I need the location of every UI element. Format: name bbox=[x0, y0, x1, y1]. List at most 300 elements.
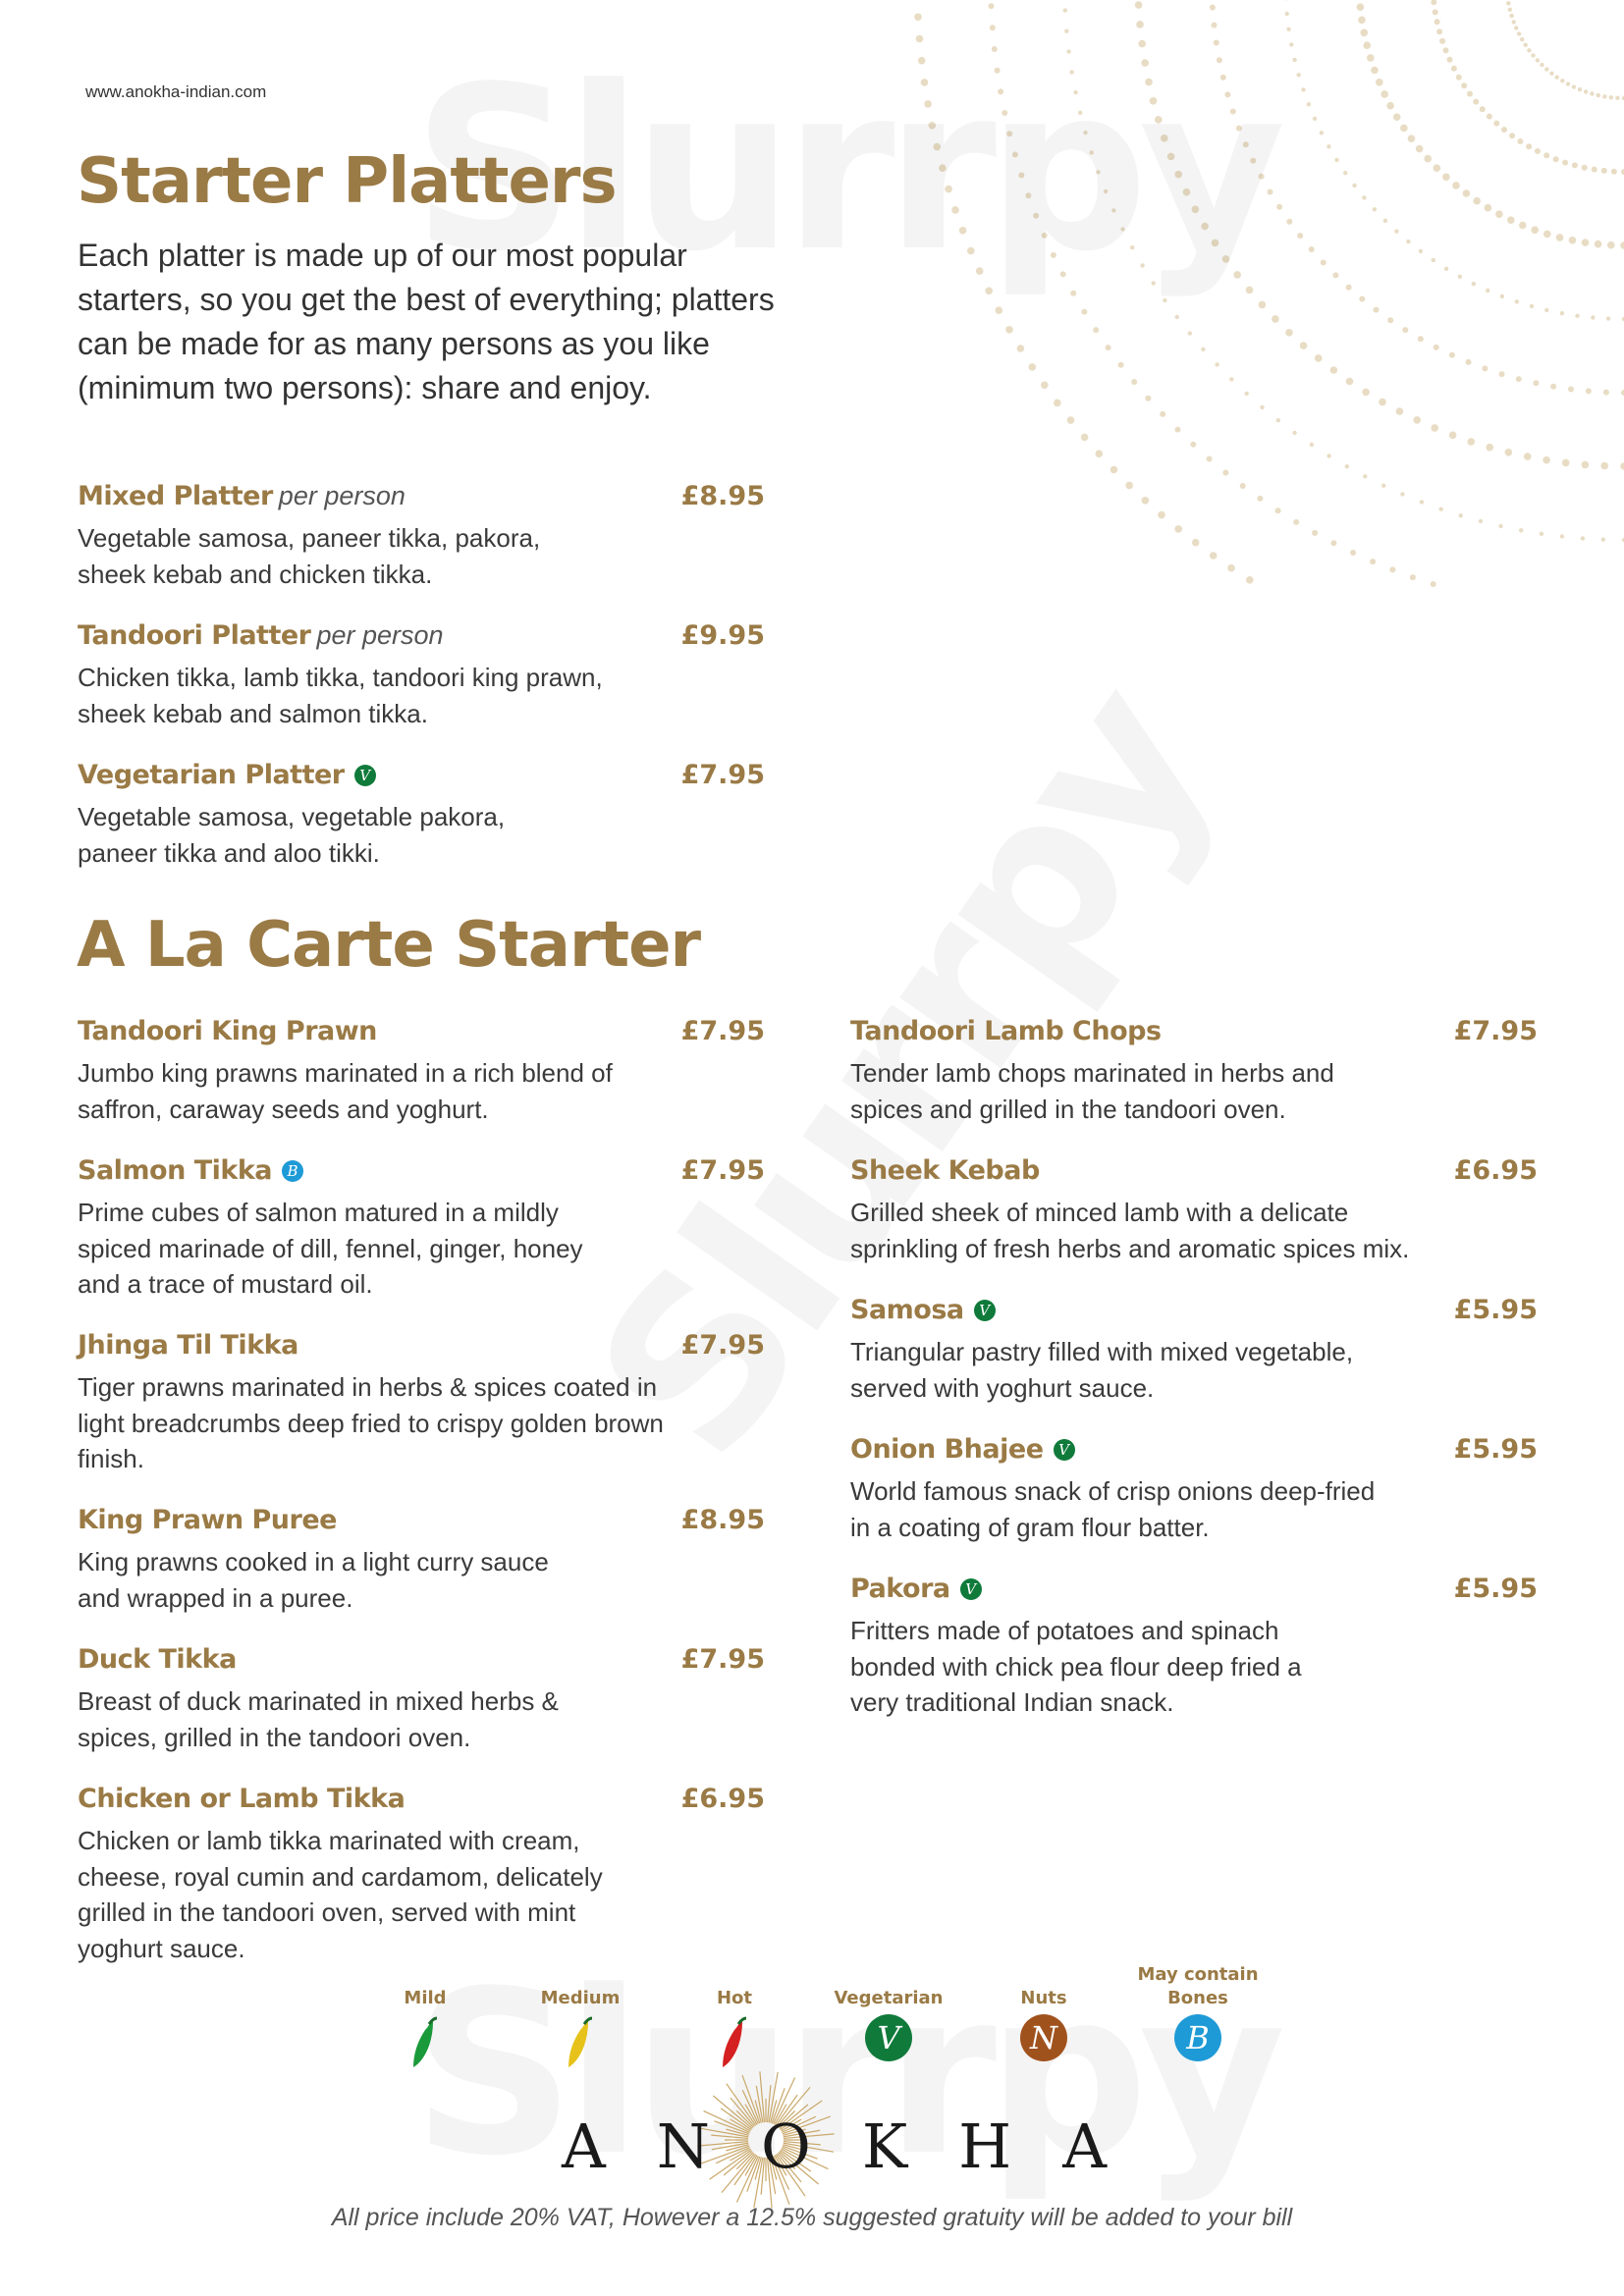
decorative-dot bbox=[1174, 525, 1182, 533]
chili-icon bbox=[406, 2014, 445, 2073]
section-intro: Each platter is made up of our most popular starters, so you get the best of everything; platters can be made for as many persons as you like (minimum two persons): share and enjoy. bbox=[78, 238, 775, 405]
item-price: £6.95 bbox=[680, 1784, 765, 1814]
decorative-dot bbox=[1549, 72, 1553, 76]
item-name: Duck Tikka bbox=[78, 1644, 237, 1675]
decorative-dot bbox=[1562, 459, 1570, 467]
decorative-dot bbox=[1286, 27, 1290, 31]
decorative-dot bbox=[1125, 482, 1133, 490]
decorative-dot bbox=[1436, 28, 1442, 34]
decorative-dot bbox=[1449, 352, 1455, 358]
decorative-dot bbox=[1582, 461, 1590, 469]
decorative-dot bbox=[1330, 540, 1336, 546]
decorative-dot bbox=[1394, 230, 1398, 234]
nuts-icon: N bbox=[1020, 2014, 1067, 2061]
menu-item bbox=[850, 1434, 1538, 1545]
decorative-dot bbox=[1005, 326, 1013, 334]
decorative-dot bbox=[1435, 19, 1440, 25]
decorative-dot bbox=[1081, 434, 1089, 442]
menu-item bbox=[850, 1295, 1538, 1406]
item-name: Tandoori King Prawn bbox=[78, 1016, 377, 1046]
decorative-dot bbox=[1459, 513, 1463, 517]
decorative-dot bbox=[996, 306, 1003, 314]
decorative-dot bbox=[1444, 267, 1448, 271]
decorative-dot bbox=[1313, 117, 1317, 121]
item-price: £5.95 bbox=[1453, 1574, 1538, 1604]
decorative-dot bbox=[1260, 405, 1264, 409]
item-price: £9.95 bbox=[680, 620, 765, 651]
decorative-dot bbox=[1383, 219, 1387, 223]
decorative-dot bbox=[1530, 304, 1534, 308]
decorative-dot bbox=[1597, 93, 1600, 97]
decorative-dot bbox=[1420, 500, 1424, 504]
decorative-dot bbox=[1408, 134, 1416, 142]
decorative-dot bbox=[1389, 566, 1395, 572]
decorative-dot bbox=[1468, 438, 1476, 446]
legend-label: Nuts bbox=[1020, 1988, 1067, 2008]
decorative-dot bbox=[1326, 454, 1330, 457]
decorative-dot bbox=[1297, 233, 1303, 239]
decorative-dot bbox=[1485, 204, 1492, 212]
decorative-dot bbox=[1312, 530, 1318, 536]
website-url[interactable]: www.anokha-indian.com bbox=[85, 82, 267, 101]
decorative-dot bbox=[1381, 484, 1385, 488]
decorative-dot bbox=[1543, 231, 1551, 239]
item-name: Tandoori Lamb Chops bbox=[850, 1016, 1162, 1046]
decorative-dot bbox=[1400, 492, 1404, 496]
decorative-dot bbox=[1519, 528, 1523, 532]
decorative-dot bbox=[1359, 296, 1365, 302]
decorative-dot bbox=[1434, 164, 1441, 172]
decorative-dot bbox=[1487, 114, 1492, 120]
decorative-dot bbox=[1517, 31, 1521, 35]
decorative-dot bbox=[1396, 407, 1404, 415]
legend-label: Hot bbox=[716, 1988, 753, 2008]
decorative-dot bbox=[1550, 384, 1556, 390]
decorative-dot bbox=[1142, 497, 1150, 505]
vegetarian-icon: V bbox=[974, 1300, 996, 1321]
legend-nuts bbox=[975, 1963, 1112, 2061]
decorative-dot bbox=[1493, 121, 1499, 127]
decorative-dot bbox=[1590, 91, 1594, 95]
decorative-dot bbox=[1307, 102, 1311, 106]
decorative-dot bbox=[1572, 84, 1576, 88]
decorative-dot bbox=[1582, 239, 1590, 246]
decorative-dot bbox=[1591, 315, 1595, 319]
decorative-dot bbox=[1463, 189, 1471, 197]
decorative-dot bbox=[1466, 359, 1472, 365]
decorative-dot bbox=[1160, 411, 1165, 417]
decorative-dot bbox=[1424, 155, 1432, 163]
decorative-dot bbox=[1212, 23, 1218, 28]
decorative-dot bbox=[1175, 315, 1179, 319]
decorative-dot bbox=[1526, 143, 1532, 149]
decorative-dot bbox=[1257, 496, 1263, 502]
decorative-dot bbox=[1449, 432, 1457, 440]
decorative-dot bbox=[1276, 204, 1282, 210]
decorative-dot bbox=[1509, 14, 1513, 18]
decorative-dot bbox=[1222, 470, 1228, 476]
decorative-dot bbox=[1556, 234, 1564, 241]
decorative-dot bbox=[1400, 125, 1408, 133]
decorative-dot bbox=[1586, 388, 1592, 394]
decorative-dot bbox=[1402, 327, 1408, 333]
decorative-dot bbox=[1517, 138, 1523, 144]
decorative-dot bbox=[1229, 377, 1233, 381]
item-price: £5.95 bbox=[1453, 1434, 1538, 1465]
decorative-dot bbox=[1320, 131, 1324, 134]
decorative-dot bbox=[1620, 241, 1624, 249]
decorative-dot bbox=[1136, 21, 1144, 28]
item-description: Vegetable samosa, paneer tikka, pakora, sheek kebab and chicken tikka. bbox=[78, 523, 541, 589]
decorative-dot bbox=[1357, 3, 1365, 11]
decorative-dot bbox=[1276, 418, 1280, 422]
item-description: Chicken tikka, lamb tikka, tandoori king prawn, sheek kebab and salmon tikka. bbox=[78, 663, 603, 728]
decorative-dot bbox=[1376, 79, 1383, 86]
decorative-dot bbox=[1473, 197, 1481, 205]
item-price: £7.95 bbox=[680, 760, 765, 790]
decorative-dot bbox=[1416, 145, 1424, 153]
decorative-dot bbox=[914, 13, 922, 21]
decorative-dot bbox=[1473, 99, 1479, 105]
decorative-dot bbox=[1544, 67, 1548, 71]
menu-item bbox=[78, 1016, 765, 1127]
decorative-dot bbox=[1582, 165, 1588, 171]
decorative-dot bbox=[1118, 362, 1124, 368]
decorative-dot bbox=[1562, 160, 1568, 166]
decorative-dot bbox=[1507, 216, 1515, 224]
decorative-dot bbox=[1531, 227, 1539, 235]
decorative-dot bbox=[1393, 113, 1401, 121]
decorative-dot bbox=[1297, 73, 1301, 77]
decorative-dot bbox=[1572, 162, 1578, 168]
decorative-dot bbox=[1480, 106, 1486, 112]
item-price: £7.95 bbox=[680, 1155, 765, 1186]
decorative-dot bbox=[1286, 219, 1292, 225]
decorative-dot bbox=[1330, 366, 1338, 374]
item-note: per person bbox=[316, 620, 444, 650]
decorative-dot bbox=[1373, 207, 1377, 211]
menu-item bbox=[850, 1155, 1538, 1266]
decorative-dot bbox=[1367, 54, 1375, 62]
decorative-dot bbox=[1259, 301, 1267, 309]
item-price: £7.95 bbox=[1453, 1016, 1538, 1046]
decorative-dot bbox=[1601, 537, 1605, 541]
decorative-dot bbox=[1553, 156, 1559, 162]
decorative-dot bbox=[1362, 389, 1370, 397]
decorative-dot bbox=[1499, 371, 1505, 377]
legend-vegetarian bbox=[820, 1963, 957, 2061]
decorative-dot bbox=[1201, 347, 1205, 351]
decorative-dot bbox=[1584, 89, 1588, 93]
menu-item bbox=[850, 1016, 1538, 1127]
decorative-dot bbox=[1292, 58, 1296, 62]
section-title-starter-platters: Starter Platters bbox=[77, 145, 617, 218]
decorative-dot bbox=[1063, 8, 1067, 12]
decorative-dot bbox=[1379, 399, 1386, 406]
decorative-dot bbox=[1321, 260, 1326, 266]
decorative-dot bbox=[1516, 376, 1522, 382]
decorative-dot bbox=[1535, 148, 1541, 154]
decorative-dot bbox=[1352, 184, 1356, 187]
decorative-dot bbox=[1175, 427, 1181, 433]
item-description: Prime cubes of salmon matured in a mildly spiced marinade of dill, fennel, ginger, honey and a trace of mustard oil. bbox=[78, 1198, 583, 1299]
decorative-dot bbox=[1418, 336, 1424, 342]
decorative-dot bbox=[1210, 5, 1216, 11]
decorative-dot bbox=[1207, 456, 1213, 462]
decorative-dot bbox=[1358, 17, 1366, 25]
decorative-dot bbox=[1431, 424, 1438, 432]
decorative-dot bbox=[1536, 58, 1540, 62]
decorative-dot bbox=[1506, 1, 1510, 5]
decorative-dot bbox=[1479, 519, 1483, 523]
item-price: £5.95 bbox=[1453, 1295, 1538, 1325]
item-description: Vegetable samosa, vegetable pakora, paneer tikka and aloo tikki. bbox=[78, 802, 506, 868]
menu-item bbox=[850, 1574, 1538, 1721]
decorative-dot bbox=[1309, 246, 1315, 252]
decorative-dot bbox=[1326, 144, 1330, 148]
item-description: Fritters made of potatoes and spinach bonded with chick pea flour deep fried a very traditional Indian snack. bbox=[850, 1616, 1302, 1717]
decorative-dot bbox=[1361, 29, 1369, 37]
decorative-dot bbox=[1227, 564, 1235, 572]
decorative-dot bbox=[1581, 536, 1585, 540]
item-description: Grilled sheek of minced lamb with a delicate sprinkling of fresh herbs and aromatic spices mix. bbox=[850, 1198, 1410, 1263]
decorative-dot bbox=[1461, 82, 1467, 88]
decorative-dot bbox=[1560, 534, 1564, 538]
decorative-dot bbox=[1289, 42, 1293, 46]
decorative-dot bbox=[1135, 1, 1143, 9]
item-description: Breast of duck marinated in mixed herbs & spices, grilled in the tandoori oven. bbox=[78, 1686, 559, 1752]
decorative-dot bbox=[1600, 462, 1608, 470]
decorative-dot bbox=[1315, 354, 1323, 362]
decorative-dot bbox=[1131, 379, 1137, 385]
decorative-dot bbox=[1520, 37, 1524, 41]
item-price: £8.95 bbox=[680, 481, 765, 511]
decorative-dot bbox=[1431, 581, 1436, 587]
decorative-dot bbox=[1240, 483, 1246, 489]
decorative-dot bbox=[1188, 331, 1192, 335]
item-name: Onion Bhajee bbox=[850, 1434, 1044, 1465]
decorative-dot bbox=[1472, 282, 1476, 286]
decorative-dot bbox=[1017, 345, 1025, 352]
decorative-dot bbox=[1387, 317, 1393, 323]
decorative-dot bbox=[1210, 552, 1218, 560]
decorative-dot bbox=[1406, 240, 1410, 243]
decorative-dot bbox=[1345, 464, 1349, 468]
decorative-dot bbox=[1495, 210, 1503, 218]
decorative-dot bbox=[1519, 222, 1527, 230]
decorative-dot bbox=[1615, 96, 1619, 100]
decorative-dot bbox=[1531, 53, 1535, 57]
item-name: Vegetarian Platter bbox=[78, 760, 345, 790]
decorative-dot bbox=[1533, 380, 1539, 386]
item-description: Tender lamb chops marinated in herbs and spices and grilled in the tandoori oven. bbox=[850, 1058, 1334, 1124]
decorative-dot bbox=[1029, 363, 1037, 371]
decorative-dot bbox=[1501, 127, 1507, 133]
decorative-dot bbox=[1575, 314, 1579, 318]
legend-mild bbox=[356, 1963, 494, 2073]
menu-item bbox=[78, 1330, 765, 1477]
decorative-dot bbox=[1310, 443, 1314, 447]
menu-item bbox=[78, 1505, 765, 1616]
menu-item bbox=[78, 1784, 765, 1966]
decorative-dot bbox=[1566, 81, 1570, 85]
decorative-dot bbox=[1081, 309, 1087, 315]
decorative-dot bbox=[1362, 195, 1366, 199]
decorative-dot bbox=[1380, 90, 1388, 98]
decorative-dot bbox=[1346, 378, 1354, 386]
decorative-dot bbox=[1486, 289, 1489, 293]
item-price: £7.95 bbox=[680, 1330, 765, 1361]
legend-bones bbox=[1129, 1963, 1267, 2061]
decorative-dot bbox=[1419, 249, 1423, 253]
decorative-dot bbox=[1041, 382, 1049, 390]
item-description: King prawns cooked in a light curry sauce and wrapped in a puree. bbox=[78, 1547, 549, 1613]
item-description: Jumbo king prawns marinated in a rich blend of saffron, caraway seeds and yoghurt. bbox=[78, 1058, 613, 1124]
decorative-dot bbox=[1509, 133, 1515, 138]
item-name: Chicken or Lamb Tikka bbox=[78, 1784, 406, 1814]
item-price: £7.95 bbox=[680, 1016, 765, 1046]
decorative-dot bbox=[1569, 237, 1577, 244]
item-price: £8.95 bbox=[680, 1505, 765, 1535]
decorative-dot bbox=[1442, 174, 1450, 182]
item-name: Jhinga Til Tikka bbox=[78, 1330, 298, 1361]
decorative-dot bbox=[1568, 387, 1574, 393]
decorative-dot bbox=[1158, 511, 1165, 519]
decorative-dot bbox=[1560, 311, 1564, 315]
decorative-dot bbox=[1067, 416, 1075, 424]
decorative-dot bbox=[1386, 102, 1394, 110]
menu-item bbox=[78, 481, 765, 592]
decorative-dot bbox=[1514, 26, 1518, 29]
decorative-dot bbox=[1439, 38, 1445, 44]
decorative-dot bbox=[1482, 365, 1488, 371]
decorative-dot bbox=[1301, 87, 1305, 91]
decorative-dot bbox=[1245, 392, 1249, 396]
menu-item bbox=[78, 760, 765, 871]
decorative-dot bbox=[1346, 285, 1352, 291]
decorative-dot bbox=[1443, 47, 1449, 53]
footer-vat-note: All price include 20% VAT, However a 12.5% suggested gratuity will be added to your bill bbox=[331, 2204, 1293, 2231]
decorative-dot bbox=[1292, 431, 1296, 435]
decorative-dot bbox=[1370, 559, 1376, 564]
item-name: Mixed Platter bbox=[78, 481, 273, 511]
decorative-dot bbox=[1451, 66, 1457, 72]
decorative-dot bbox=[1606, 316, 1610, 320]
decorative-dot bbox=[1611, 169, 1617, 175]
decorative-dot bbox=[1607, 241, 1615, 249]
vegetarian-icon: V bbox=[354, 765, 376, 786]
decorative-dot bbox=[1332, 272, 1338, 278]
vegetarian-icon: V bbox=[865, 2014, 912, 2061]
decorative-dot bbox=[1540, 532, 1543, 536]
decorative-dot bbox=[1145, 396, 1151, 401]
decorative-dot bbox=[1544, 308, 1548, 312]
decorative-dot bbox=[1413, 416, 1421, 424]
legend-label: Vegetarian bbox=[834, 1988, 944, 2008]
decorative-dot bbox=[1110, 466, 1118, 474]
decorative-dot bbox=[1275, 507, 1281, 513]
decorative-dot bbox=[1374, 307, 1380, 313]
legend-label: Mild bbox=[404, 1988, 447, 2008]
vegetarian-icon: V bbox=[1054, 1439, 1075, 1461]
item-description: Chicken or lamb tikka marinated with cream, cheese, royal cumin and cardamom, delicately grilled in the tandoori oven, served with mint yoghurt sauce. bbox=[78, 1826, 603, 1963]
decorative-dot bbox=[1363, 474, 1367, 478]
decorative-dot bbox=[1054, 400, 1061, 407]
decorative-dot bbox=[1555, 76, 1559, 80]
decorative-dot bbox=[1272, 315, 1279, 323]
decorative-dot bbox=[1578, 87, 1582, 91]
decorative-dot bbox=[1433, 9, 1438, 15]
decorative-dot bbox=[1498, 524, 1502, 528]
brand-logo bbox=[511, 2056, 1159, 2214]
item-description: Tiger prawns marinated in herbs & spices coated in light breadcrumbs deep fried to crispy golden brown finish. bbox=[78, 1372, 664, 1473]
decorative-dot bbox=[1064, 29, 1068, 33]
decorative-dot bbox=[1334, 158, 1338, 162]
item-description: Triangular pastry filled with mixed vegetable, served with yoghurt sauce. bbox=[850, 1337, 1354, 1403]
item-price: £6.95 bbox=[1453, 1155, 1538, 1186]
decorative-dot bbox=[1527, 48, 1531, 52]
decorative-dot bbox=[1434, 345, 1439, 350]
decorative-dot bbox=[1215, 362, 1218, 366]
decorative-dot bbox=[990, 25, 996, 30]
decorative-dot bbox=[1300, 342, 1308, 349]
decorative-dot bbox=[1560, 79, 1564, 82]
decorative-dot bbox=[1350, 550, 1356, 556]
decorative-dot bbox=[1410, 574, 1416, 580]
decorative-dot bbox=[1515, 299, 1519, 303]
decorative-dot bbox=[1543, 456, 1550, 464]
legend-label: Medium bbox=[540, 1988, 621, 2008]
item-name: Salmon Tikka bbox=[78, 1155, 273, 1186]
decorative-dot bbox=[1363, 41, 1371, 49]
decorative-dot bbox=[1439, 507, 1443, 511]
decorative-dot bbox=[1452, 182, 1460, 189]
item-name: King Prawn Puree bbox=[78, 1505, 337, 1535]
decorative-dot bbox=[1512, 20, 1516, 24]
decorative-dot bbox=[1371, 67, 1379, 75]
menu-item bbox=[78, 1644, 765, 1755]
decorative-dot bbox=[1246, 576, 1254, 584]
item-name: Sheek Kebab bbox=[850, 1155, 1040, 1186]
bones-icon: B bbox=[282, 1160, 303, 1182]
decorative-dot bbox=[1192, 539, 1200, 547]
decorative-dot bbox=[1431, 0, 1436, 5]
decorative-dot bbox=[1190, 442, 1196, 448]
decorative-dot bbox=[1343, 171, 1347, 175]
decorative-dot bbox=[1285, 12, 1289, 16]
decorative-dot bbox=[1285, 329, 1293, 337]
decorative-dot bbox=[1620, 462, 1624, 470]
decorative-dot bbox=[1524, 43, 1528, 47]
decorative-dot bbox=[1096, 450, 1104, 457]
decorative-dot bbox=[1456, 75, 1462, 80]
legend-label: May contain Bones bbox=[1137, 1964, 1259, 2008]
decorative-dot bbox=[1595, 240, 1602, 248]
decorative-dot bbox=[1543, 152, 1549, 158]
brand-name: ANOKHA bbox=[562, 2110, 1159, 2182]
decorative-dot bbox=[1540, 63, 1543, 67]
decorative-dot bbox=[1603, 390, 1609, 396]
decorative-dot bbox=[1447, 57, 1453, 63]
decorative-dot bbox=[1601, 168, 1607, 174]
decorative-dot bbox=[1093, 327, 1099, 333]
decorative-dot bbox=[1467, 91, 1473, 97]
bones-icon: B bbox=[1174, 2014, 1221, 2061]
item-name: Pakora bbox=[850, 1574, 950, 1604]
item-price: £7.95 bbox=[680, 1644, 765, 1675]
decorative-dot bbox=[1592, 167, 1597, 173]
decorative-dot bbox=[1432, 258, 1435, 262]
